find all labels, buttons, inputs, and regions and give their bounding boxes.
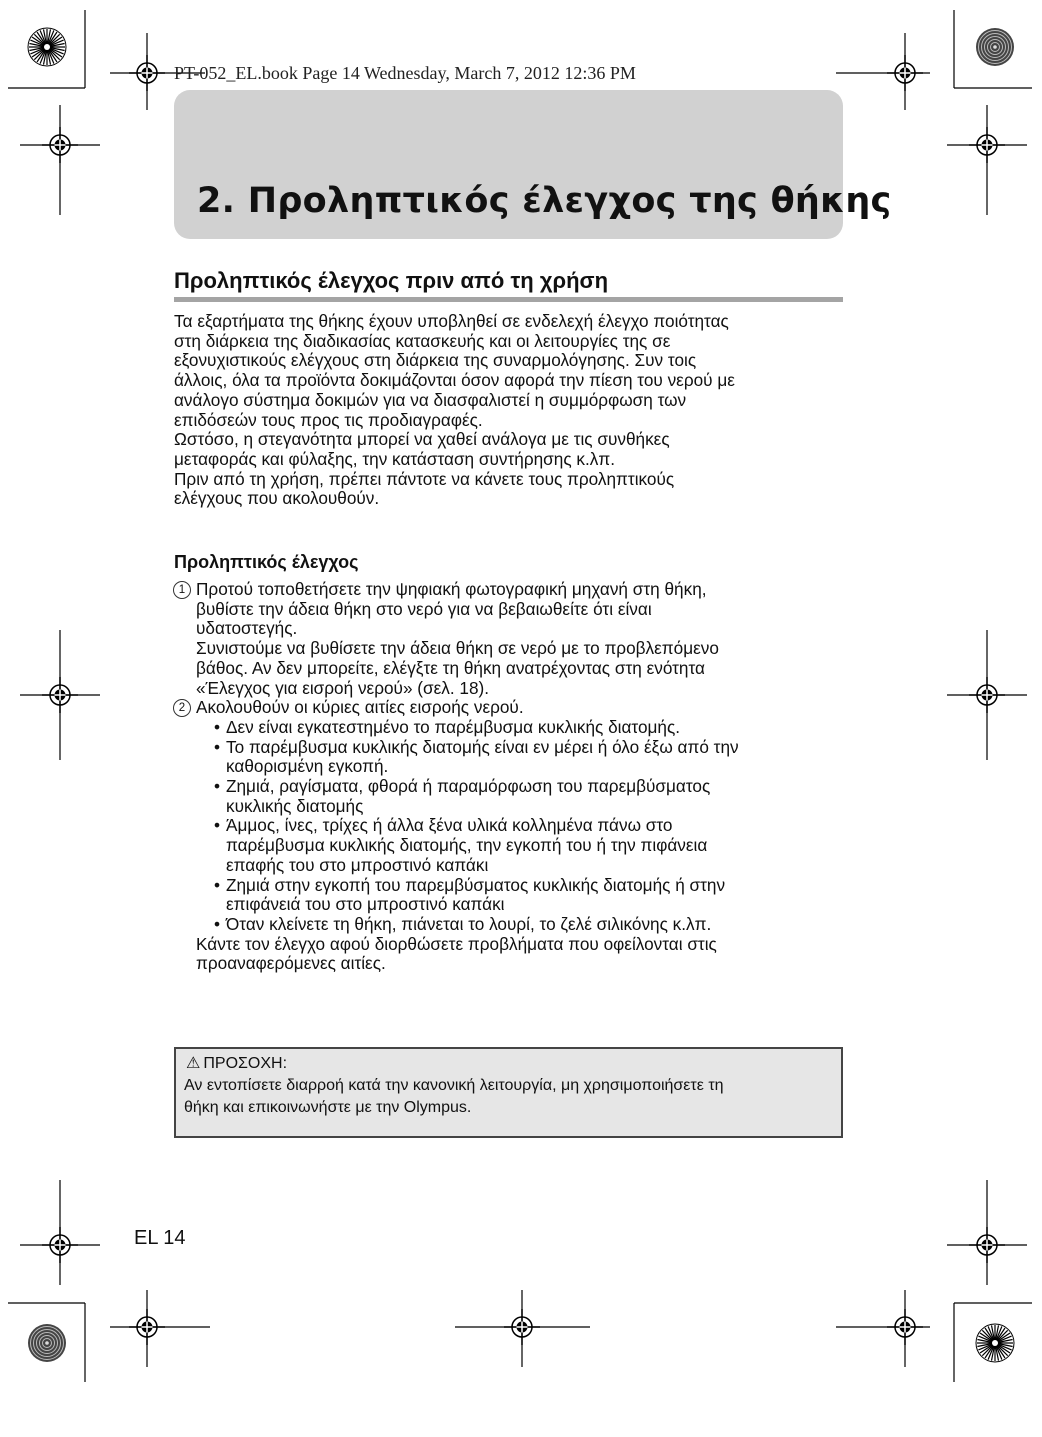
text-line: Δεν είναι εγκατεστημένο το παρέμβυσμα κυκλικής διατομής.: [226, 716, 681, 737]
text-line: κυκλικής διατομής: [226, 795, 364, 816]
text-line: βυθίστε την άδεια θήκη στο νερό για να βεβαιωθείτε ότι είναι: [196, 598, 652, 619]
chapter-title: 2. Προληπτικός έλεγχος της θήκης: [197, 181, 892, 221]
list-item: [196, 738, 846, 777]
text-line: Το παρέμβυσμα κυκλικής διατομής είναι εν μέρει ή όλο έξω από την: [226, 736, 739, 757]
text-line: Ζημιά στην εγκοπή του παρεμβύσματος κυκλικής διατομής ή στην: [226, 874, 726, 895]
text-line: Κάντε τον έλεγχο αφού διορθώσετε προβλήματα που οφείλονται στις: [196, 933, 717, 954]
caution-title: ΠΡΟΣΟΧΗ:: [203, 1055, 288, 1072]
text-line: επαφής του στο μπροστινό καπάκι: [226, 854, 489, 875]
text-line: Τα εξαρτήματα της θήκης έχουν υποβληθεί σε ενδελεχή έλεγχο ποιότητας: [174, 311, 729, 331]
bullet: •: [214, 815, 221, 836]
page-number: EL 14: [134, 1227, 186, 1249]
text-line: Όταν κλείνετε τη θήκη, πιάνεται το λουρί, το ζελέ σιλικόνης κ.λπ.: [226, 913, 712, 934]
warning-triangle-icon: ⚠: [186, 1055, 201, 1072]
bullet: •: [214, 776, 221, 797]
text-line: άλλοις, όλα τα προϊόντα δοκιμάζονται όσον αφορά την πίεση του νερού με: [174, 370, 735, 391]
text-line: Πριν από τη χρήση, πρέπει πάντοτε να κάνετε τους προληπτικούς: [174, 468, 675, 489]
intro-paragraph: [174, 312, 846, 509]
list-item: [196, 876, 846, 915]
bullet: •: [214, 874, 221, 895]
bullet: •: [214, 913, 221, 934]
text-line: υδατοστεγής.: [196, 618, 298, 639]
section-title: Προληπτικός έλεγχος πριν από τη χρήση: [174, 268, 609, 293]
text-line: προαναφερόμενες αιτίες.: [196, 953, 386, 974]
caution-header: [184, 1053, 833, 1075]
list-item: [196, 777, 846, 816]
text-line: επιδόσεών τους προς τις προδιαγραφές.: [174, 409, 483, 430]
step-1: [174, 580, 846, 698]
text-line: επιφάνειά του στο μπροστινό καπάκι: [226, 894, 505, 915]
list-item: [196, 816, 846, 875]
text-line: ελέγχους που ακολουθούν.: [174, 488, 380, 509]
text-line: ανάλογο σύστημα δοκιμών για να διασφαλιστεί η συμμόρφωση των: [174, 389, 687, 410]
text-line: Ωστόσο, η στεγανότητα μπορεί να χαθεί ανάλογα με τις συνθήκες: [174, 429, 670, 450]
check-subheading: Προληπτικός έλεγχος: [174, 552, 359, 572]
caution-box: [174, 1047, 843, 1138]
text-line: Άμμος, ίνες, τρίχες ή άλλα ξένα υλικά κολλημένα πάνω στο: [226, 815, 673, 836]
text-line: καθορισμένη εγκοπή.: [226, 756, 389, 777]
section-rule: [174, 297, 843, 302]
text-line: Προτού τοποθετήσετε την ψηφιακή φωτογραφική μηχανή στη θήκη,: [196, 579, 707, 599]
text-line: βάθος. Αν δεν μπορείτε, ελέγξτε τη θήκη ανατρέχοντας στη ενότητα: [196, 657, 705, 678]
bullet: •: [214, 736, 221, 757]
text-line: «Έλεγχος για εισροή νερού» (σελ. 18).: [196, 677, 490, 698]
text-line: θήκη και επικοινωνήστε με την Olympus.: [184, 1099, 472, 1116]
text-line: παρέμβυσμα κυκλικής διατομής, την εγκοπή του ή την πιφάνεια: [226, 835, 708, 856]
step-intro: Ακολουθούν οι κύριες αιτίες εισροής νερού.: [196, 697, 524, 718]
print-slug: PT-052_EL.book Page 14 Wednesday, March 7, 2012 12:36 PM: [174, 63, 636, 83]
text-line: Ζημιά, ραγίσματα, φθορά ή παραμόρφωση του παρεμβύσματος: [226, 776, 711, 797]
text-line: στη διάρκεια της διαδικασίας κατασκευής και οι λειτουργίες της σε: [174, 330, 671, 351]
list-item: [196, 718, 846, 738]
check-steps: [174, 580, 846, 974]
step-2: [174, 698, 846, 974]
text-line: εξονυχιστικούς ελέγχους στη διάρκεια της συναρμολόγησης. Συν τοις: [174, 350, 697, 371]
list-item: [196, 915, 846, 935]
step-number-circle: 2: [173, 699, 191, 717]
text-line: Αν εντοπίσετε διαρροή κατά την κανονική λειτουργία, μη χρησιμοποιήσετε τη: [184, 1077, 724, 1094]
text-line: μεταφοράς και φύλαξης, την κατάσταση συντήρησης κ.λπ.: [174, 448, 615, 469]
bullet: •: [214, 716, 221, 737]
step-number-circle: 1: [173, 581, 191, 599]
causes-list: [196, 718, 846, 935]
text-line: Συνιστούμε να βυθίσετε την άδεια θήκη σε νερό με το προβλεπόμενο: [196, 638, 719, 659]
